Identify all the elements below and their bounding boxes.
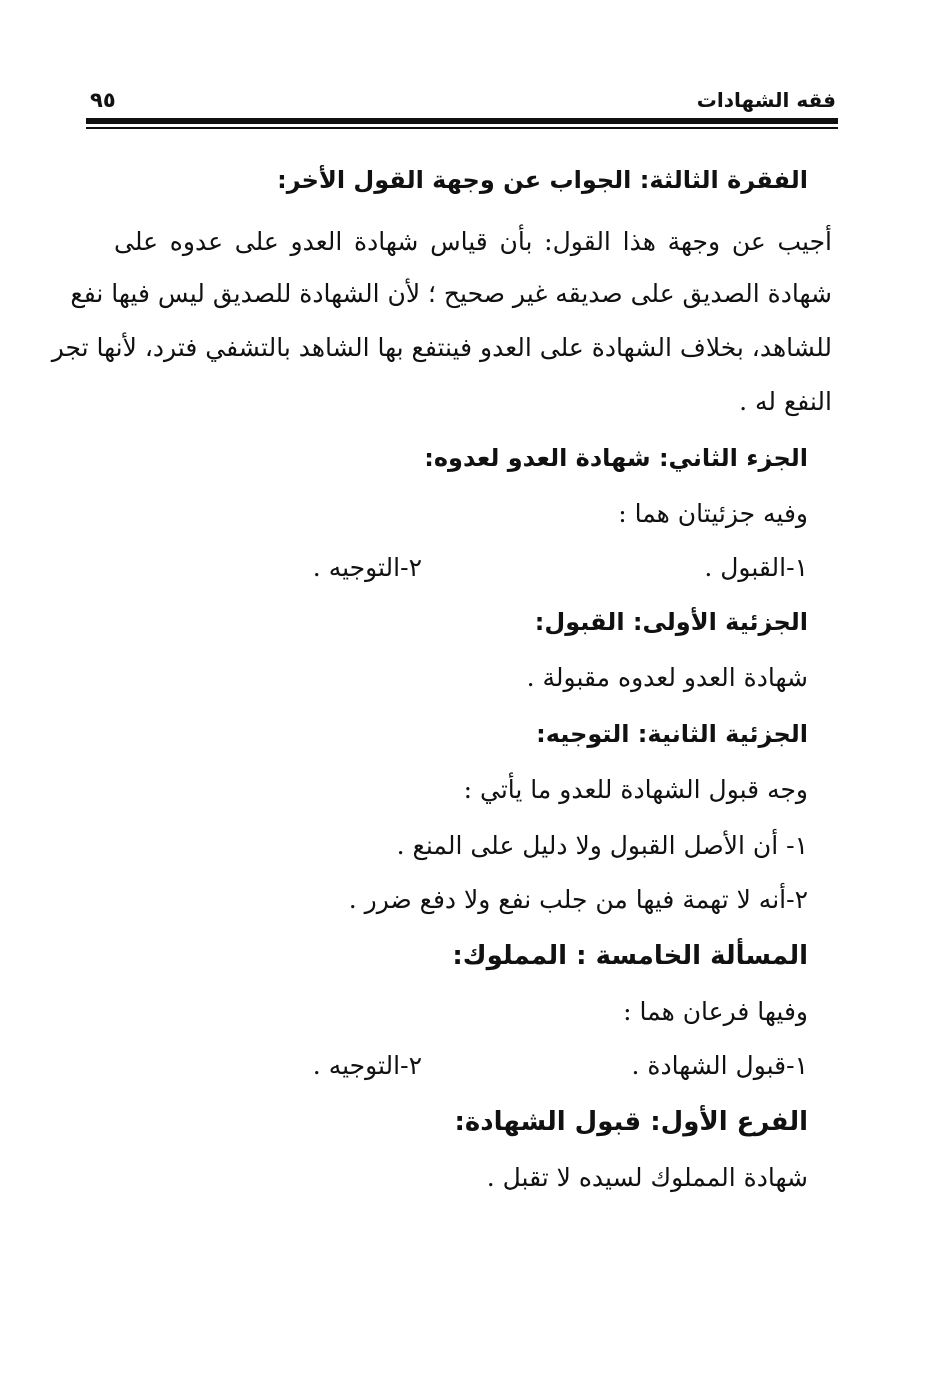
running-header (86, 84, 836, 120)
paragraph-line: شهادة الصديق على صديقه غير صحيح ؛ لأن الشهادة للصديق ليس فيها نفع (70, 279, 832, 308)
page-number: ٩٥ (90, 88, 116, 112)
paragraph: شهادة العدو لعدوه مقبولة . (526, 663, 808, 692)
paragraph: شهادة المملوك لسيده لا تقبل . (486, 1163, 808, 1192)
section-heading-third-paragraph: الفقرة الثالثة: الجواب عن وجهة القول الأخر: (277, 166, 808, 194)
header-rule-thick (86, 118, 838, 124)
section-heading-second-subpart: الجزئية الثانية: التوجيه: (536, 720, 808, 748)
list-item: ١- أن الأصل القبول ولا دليل على المنع . (396, 831, 808, 860)
section-heading-first-branch: الفرع الأول: قبول الشهادة: (454, 1107, 808, 1137)
section-heading-second-part: الجزء الثاني: شهادة العدو لعدوه: (424, 444, 808, 472)
list-item: ١-قبول الشهادة . (631, 1051, 808, 1080)
paragraph-line: أجيب عن وجهة هذا القول: بأن قياس شهادة العدو على عدوه على (114, 227, 832, 256)
section-heading-fifth-issue: المسألة الخامسة : المملوك: (452, 941, 808, 971)
list-item: ١-القبول . (704, 553, 808, 582)
list-item: ٢-التوجيه . (312, 1051, 422, 1080)
list-item: ٢-أنه لا تهمة فيها من جلب نفع ولا دفع ضرر . (348, 885, 808, 914)
header-title: فقه الشهادات (696, 88, 836, 112)
paragraph-line: للشاهد، بخلاف الشهادة على العدو فينتفع بها الشاهد بالتشفي فترد، لأنها تجر (51, 333, 832, 362)
header-rule-thin (86, 127, 838, 129)
list-item: ٢-التوجيه . (312, 553, 422, 582)
paragraph: وفيه جزئيتان هما : (618, 499, 808, 528)
paragraph-line: النفع له . (739, 387, 832, 416)
section-heading-first-subpart: الجزئية الأولى: القبول: (534, 608, 808, 636)
paragraph: وجه قبول الشهادة للعدو ما يأتي : (463, 775, 808, 804)
paragraph: وفيها فرعان هما : (623, 997, 808, 1026)
